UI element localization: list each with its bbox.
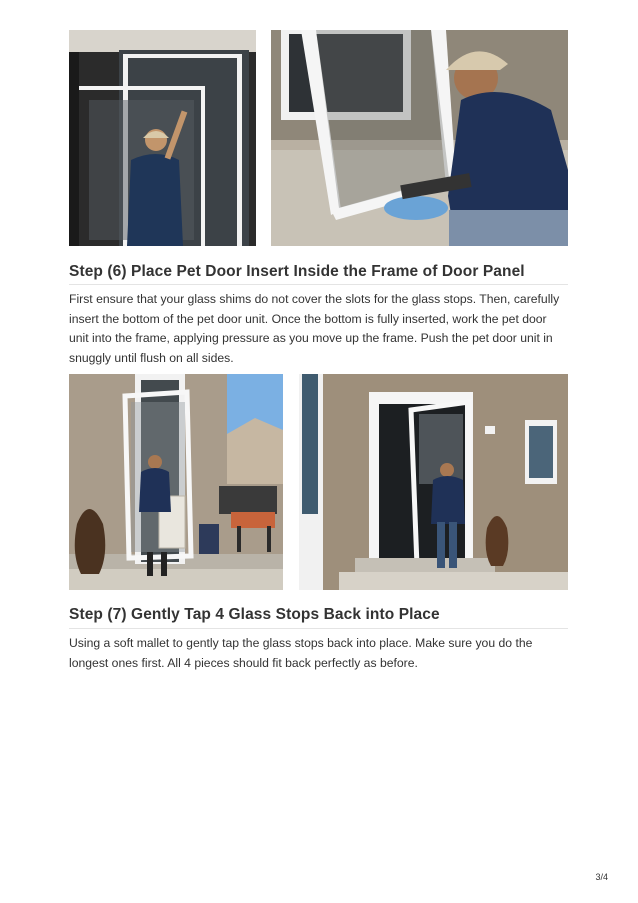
photo-installer-kneeling-with-panel (271, 30, 568, 246)
step-7-body: Using a soft mallet to gently tap the glass stops back into place. Make sure you do the longest ones first. All 4 pieces should fit back perfectly as before. (69, 636, 533, 670)
section-divider (69, 284, 568, 285)
photo-pet-door-panel-backyard (69, 374, 283, 590)
photo-installer-holding-door-panel (69, 30, 256, 246)
step-6-heading: Step (6) Place Pet Door Insert Inside the Frame of Door Panel (69, 263, 525, 280)
step-6-body: First ensure that your glass shims do not cover the slots for the glass stops. Then, carefully insert the bottom of the pet door unit. Once the bottom is fully inserted, work the pet door unit into the frame, applying pressure as you move up the frame. Push the pet door unit in snuggly until flush on all sides. (69, 292, 560, 365)
step-7-heading: Step (7) Gently Tap 4 Glass Stops Back into Place (69, 606, 440, 623)
page-number: 3/4 (595, 872, 608, 882)
photo-installer-carrying-panel (299, 374, 568, 590)
section-divider (69, 628, 568, 629)
